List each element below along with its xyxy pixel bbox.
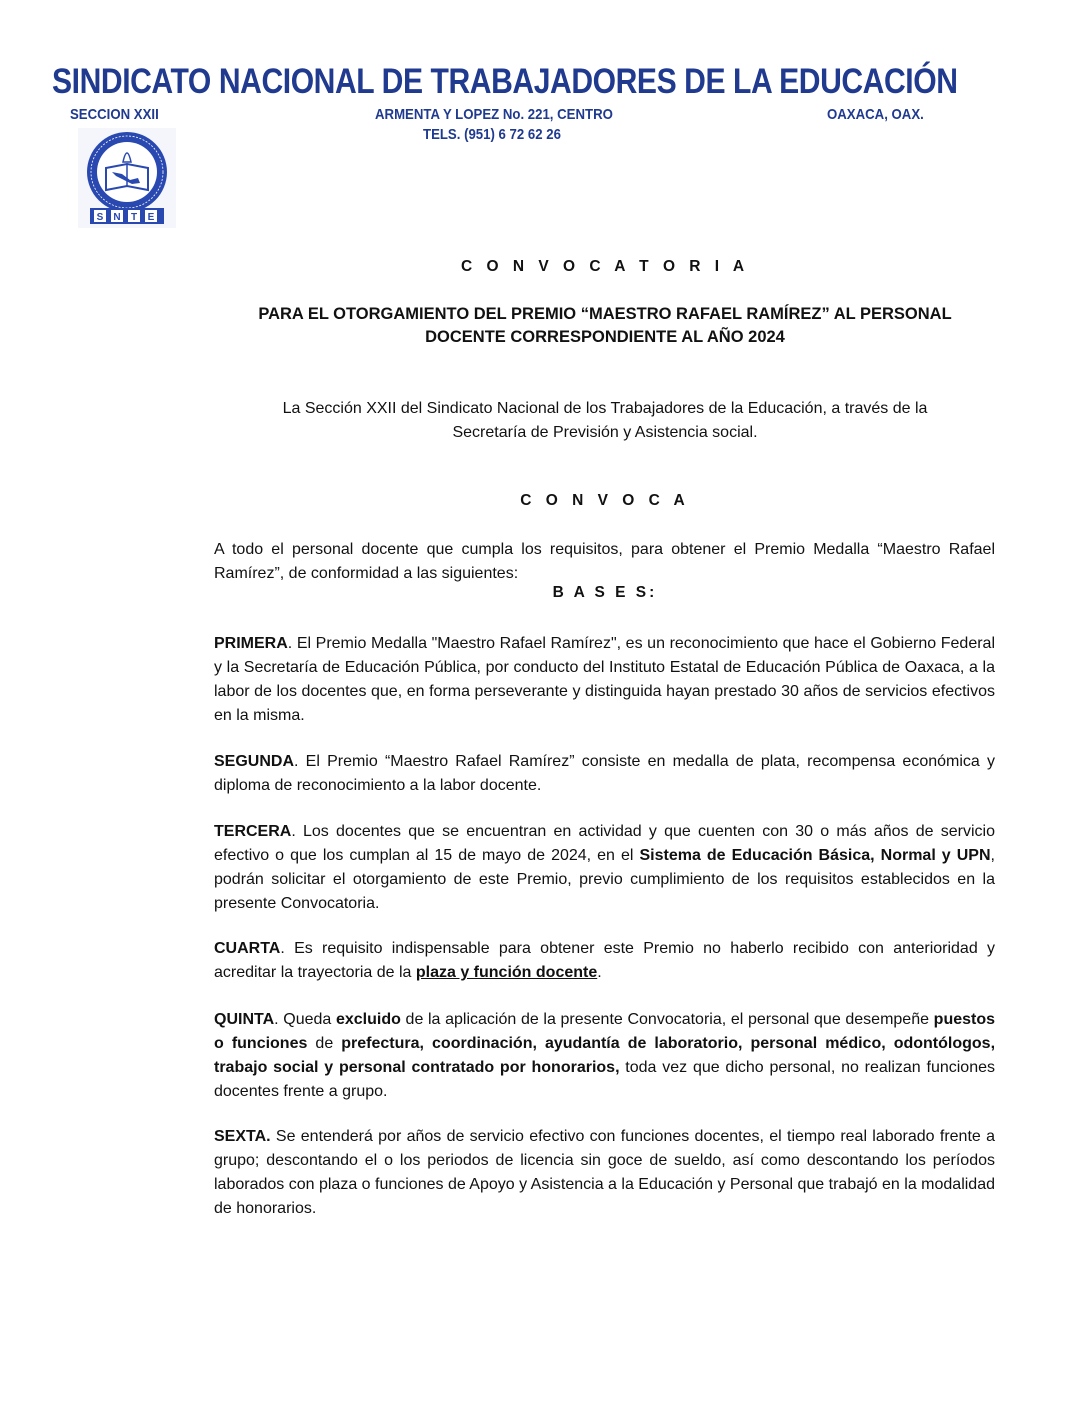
base-text: . Queda [274,1011,336,1028]
base-label: QUINTA [214,1011,275,1028]
intro-line1: La Sección XXII del Sindicato Nacional de los Trabajadores de la Educación, a través de la [282,400,928,417]
base-label: CUARTA [214,940,281,957]
document-subtitle-line1: PARA EL OTORGAMIENTO DEL PREMIO “MAESTRO RAFAEL RAMÍREZ” AL PERSONAL [258,305,952,323]
base-text: . [597,964,602,981]
section-label: SECCION XXII [70,106,159,123]
base-sexta [214,1125,995,1221]
base-text: toda vez que dicho personal, no realizan funciones docentes frente a grupo. [214,1059,995,1100]
base-segunda [214,750,995,798]
intro-line2: Secretaría de Previsión y Asistencia social. [452,424,758,441]
base-bold-text: Sistema de Educación Básica, Normal y UPN [639,847,991,864]
base-quinta [214,1008,995,1104]
svg-text:T: T [130,212,138,223]
base-bold-text: excluido [335,1011,401,1028]
base-primera [214,632,995,728]
convoca-heading: C O N V O C A [520,492,690,509]
base-label: SEXTA. [214,1128,271,1145]
base-bold-text: puestos o funciones [214,1011,996,1052]
svg-text:S: S [96,212,104,223]
address-label: ARMENTA Y LOPEZ No. 221, CENTRO [375,106,613,123]
base-text: de la aplicación de la presente Convocatoria, el personal que desempeñe [400,1011,934,1028]
base-label: TERCERA [214,823,292,840]
base-bold-text: prefectura, coordinación, ayudantía de laboratorio, personal médico, odontólogos, trabajo social y personal contratado por honorarios, [214,1035,996,1076]
document-subtitle-line2: DOCENTE CORRESPONDIENTE AL AÑO 2024 [425,328,785,346]
base-text: . Es requisito indispensable para obtener este Premio no haberlo recibido con anterioridad y acreditar la trayectoria de la [214,940,995,981]
base-text: . El Premio Medalla "Maestro Rafael Ramírez", es un reconocimiento que hace el Gobierno Federal y la Secretaría de Educación Pública, por conducto del Instituto Estatal de Educación Pública de Oaxaca, a la labor de los docentes que, en forma perseverante y distinguida hayan prestado 30 años de servicios efectivos en la misma. [214,635,995,724]
svg-text:N: N [113,212,121,223]
snte-seal-logo [78,128,176,228]
organization-title: SINDICATO NACIONAL DE TRABAJADORES DE LA EDUCACIÓN [52,62,958,101]
base-text: . El Premio “Maestro Rafael Ramírez” consiste en medalla de plata, recompensa económica y diploma de reconocimiento a la labor docente. [214,753,995,794]
document-heading: C O N V O C A T O R I A [460,258,750,275]
base-text: de [307,1035,342,1052]
phone-label: TELS. (951) 6 72 62 26 [423,126,561,143]
base-text: Se entenderá por años de servicio efectivo con funciones docentes, el tiempo real laborado frente a grupo; descontando el o los periodos de licencia sin goce de sueldo, así como descontando los períodos laborados con plaza o funciones de Apoyo y Asistencia a la Educación y Personal que trabajó en la modalidad de honorarios. [214,1128,995,1217]
svg-text:E: E [147,212,155,223]
bases-heading: B A S E S: [552,584,658,601]
base-label: SEGUNDA [214,753,295,770]
base-text: . Los docentes que se encuentran en actividad y que cuenten con 30 o más años de servicio efectivo o que los cumplan al 15 de mayo de 2024, en el [214,823,995,864]
city-label: OAXACA, OAX. [827,106,924,123]
base-underlined-text: plaza y función docente [415,964,598,981]
base-label: PRIMERA [214,635,288,652]
call-paragraph: A todo el personal docente que cumpla los requisitos, para obtener el Premio Medalla “Maestro Rafael Ramírez”, de conformidad a las siguientes: [214,541,995,582]
base-tercera [214,820,995,916]
base-text: , podrán solicitar el otorgamiento de este Premio, previo cumplimiento de los requisitos establecidos en la presente Convocatoria. [214,847,995,912]
base-cuarta [214,937,995,985]
